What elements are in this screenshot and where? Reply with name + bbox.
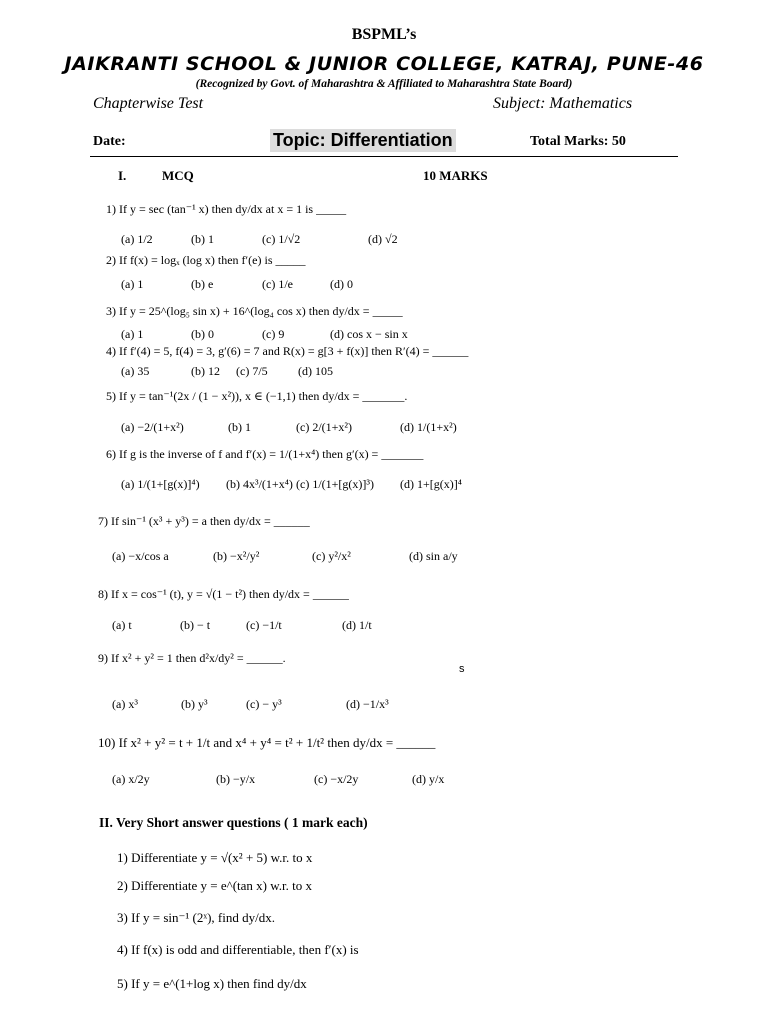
mcq-7-option-c: (c) y²/x² [312,549,351,563]
subject-label: Subject: Mathematics [493,95,633,112]
mcq-7-option-a: (a) −x/cos a [112,549,169,563]
mcq-question-3: 3) If y = 25^(log₅ sin x) + 16^(log₄ cos x) then dy/dx = _____ [106,304,403,318]
mcq-5-option-d: (d) 1/(1+x²) [400,420,457,434]
mcq-9-option-b: (b) y³ [181,697,208,711]
mcq-3-option-d: (d) cos x − sin x [330,327,408,341]
section-1-marks: 10 MARKS [423,168,488,183]
mcq-question-4: 4) If f′(4) = 5, f(4) = 3, g′(6) = 7 and R(x) = g[3 + f(x)] then R′(4) = ______ [106,344,469,358]
mcq-9-option-a: (a) x³ [112,697,138,711]
mcq-5-option-a: (a) −2/(1+x²) [121,420,184,434]
mcq-8-option-d: (d) 1/t [342,618,372,632]
mcq-1-option-b: (b) 1 [191,232,214,246]
mcq-10-option-a: (a) x/2y [112,772,150,786]
mcq-question-6: 6) If g is the inverse of f and f′(x) = 1/(1+x⁴) then g′(x) = _______ [106,447,424,461]
section-1-title: MCQ [162,168,194,183]
mcq-10-option-b: (b) −y/x [216,772,256,786]
mcq-1-option-d: (d) √2 [368,232,398,246]
mcq-9-option-c: (c) − y³ [246,697,282,711]
mcq-5-option-c: (c) 2/(1+x²) [296,420,353,434]
short-answer-3: 3) If y = sin⁻¹ (2ˣ), find dy/dx. [117,910,275,925]
mcq-8-option-a: (a) t [112,618,132,632]
institution-prefix: BSPML’s [351,26,417,43]
section-1-number: I. [118,168,127,183]
mcq-6-option-d: (d) 1+[g(x)]⁴ [400,477,462,491]
mcq-3-option-c: (c) 9 [262,327,285,341]
mcq-question-2: 2) If f(x) = logₓ (log x) then f′(e) is _____ [106,253,306,267]
mcq-5-option-b: (b) 1 [228,420,251,434]
mcq-3-option-b: (b) 0 [191,327,214,341]
stray-mark: s [459,663,465,675]
test-type: Chapterwise Test [93,95,204,112]
date-label: Date: [93,134,126,149]
mcq-2-option-a: (a) 1 [121,277,144,291]
mcq-question-10: 10) If x² + y² = t + 1/t and x⁴ + y⁴ = t² + 1/t² then dy/dx = ______ [98,735,436,750]
mcq-7-option-d: (d) sin a/y [409,549,458,563]
mcq-4-option-b: (b) 12 [191,364,220,378]
school-name: JAIKRANTI SCHOOL & JUNIOR COLLEGE, KATRAJ, PUNE-46 [64,53,704,75]
topic-label: Topic: Differentiation [270,129,456,152]
mcq-question-7: 7) If sin⁻¹ (x³ + y³) = a then dy/dx = ______ [98,514,310,528]
short-answer-4: 4) If f(x) is odd and differentiable, then f′(x) is [117,942,359,957]
mcq-1-option-a: (a) 1/2 [121,232,153,246]
short-answer-2: 2) Differentiate y = e^(tan x) w.r. to x [117,878,313,893]
mcq-question-8: 8) If x = cos⁻¹ (t), y = √(1 − t²) then dy/dx = ______ [98,587,349,601]
mcq-6-option-a: (a) 1/(1+[g(x)]⁴) [121,477,200,491]
total-marks: Total Marks: 50 [530,134,626,149]
mcq-3-option-a: (a) 1 [121,327,144,341]
mcq-10-option-c: (c) −x/2y [314,772,359,786]
short-answer-1: 1) Differentiate y = √(x² + 5) w.r. to x [117,850,313,865]
short-answer-5: 5) If y = e^(1+log x) then find dy/dx [117,976,307,991]
header-divider [90,156,678,157]
mcq-4-option-a: (a) 35 [121,364,150,378]
mcq-1-option-c: (c) 1/√2 [262,232,301,246]
mcq-10-option-d: (d) y/x [412,772,445,786]
mcq-6-option-c: (c) 1/(1+[g(x)]³) [296,477,374,491]
mcq-4-option-c: (c) 7/5 [236,364,268,378]
mcq-question-9: 9) If x² + y² = 1 then d²x/dy² = ______. [98,651,286,665]
mcq-9-option-d: (d) −1/x³ [346,697,389,711]
mcq-2-option-c: (c) 1/e [262,277,293,291]
mcq-2-option-d: (d) 0 [330,277,353,291]
recognition-note: (Recognized by Govt. of Maharashtra & Affiliated to Maharashtra State Board) [195,78,573,90]
mcq-6-option-b: (b) 4x³/(1+x⁴) [226,477,293,491]
mcq-8-option-c: (c) −1/t [246,618,282,632]
mcq-question-5: 5) If y = tan⁻¹(2x / (1 − x²)), x ∈ (−1,1) then dy/dx = _______. [106,389,408,403]
mcq-question-1: 1) If y = sec (tan⁻¹ x) then dy/dx at x = 1 is _____ [106,202,347,216]
mcq-8-option-b: (b) − t [180,618,211,632]
mcq-4-option-d: (d) 105 [298,364,333,378]
mcq-7-option-b: (b) −x²/y² [213,549,260,563]
mcq-2-option-b: (b) e [191,277,214,291]
section-2-title: II. Very Short answer questions ( 1 mark each) [99,815,368,830]
